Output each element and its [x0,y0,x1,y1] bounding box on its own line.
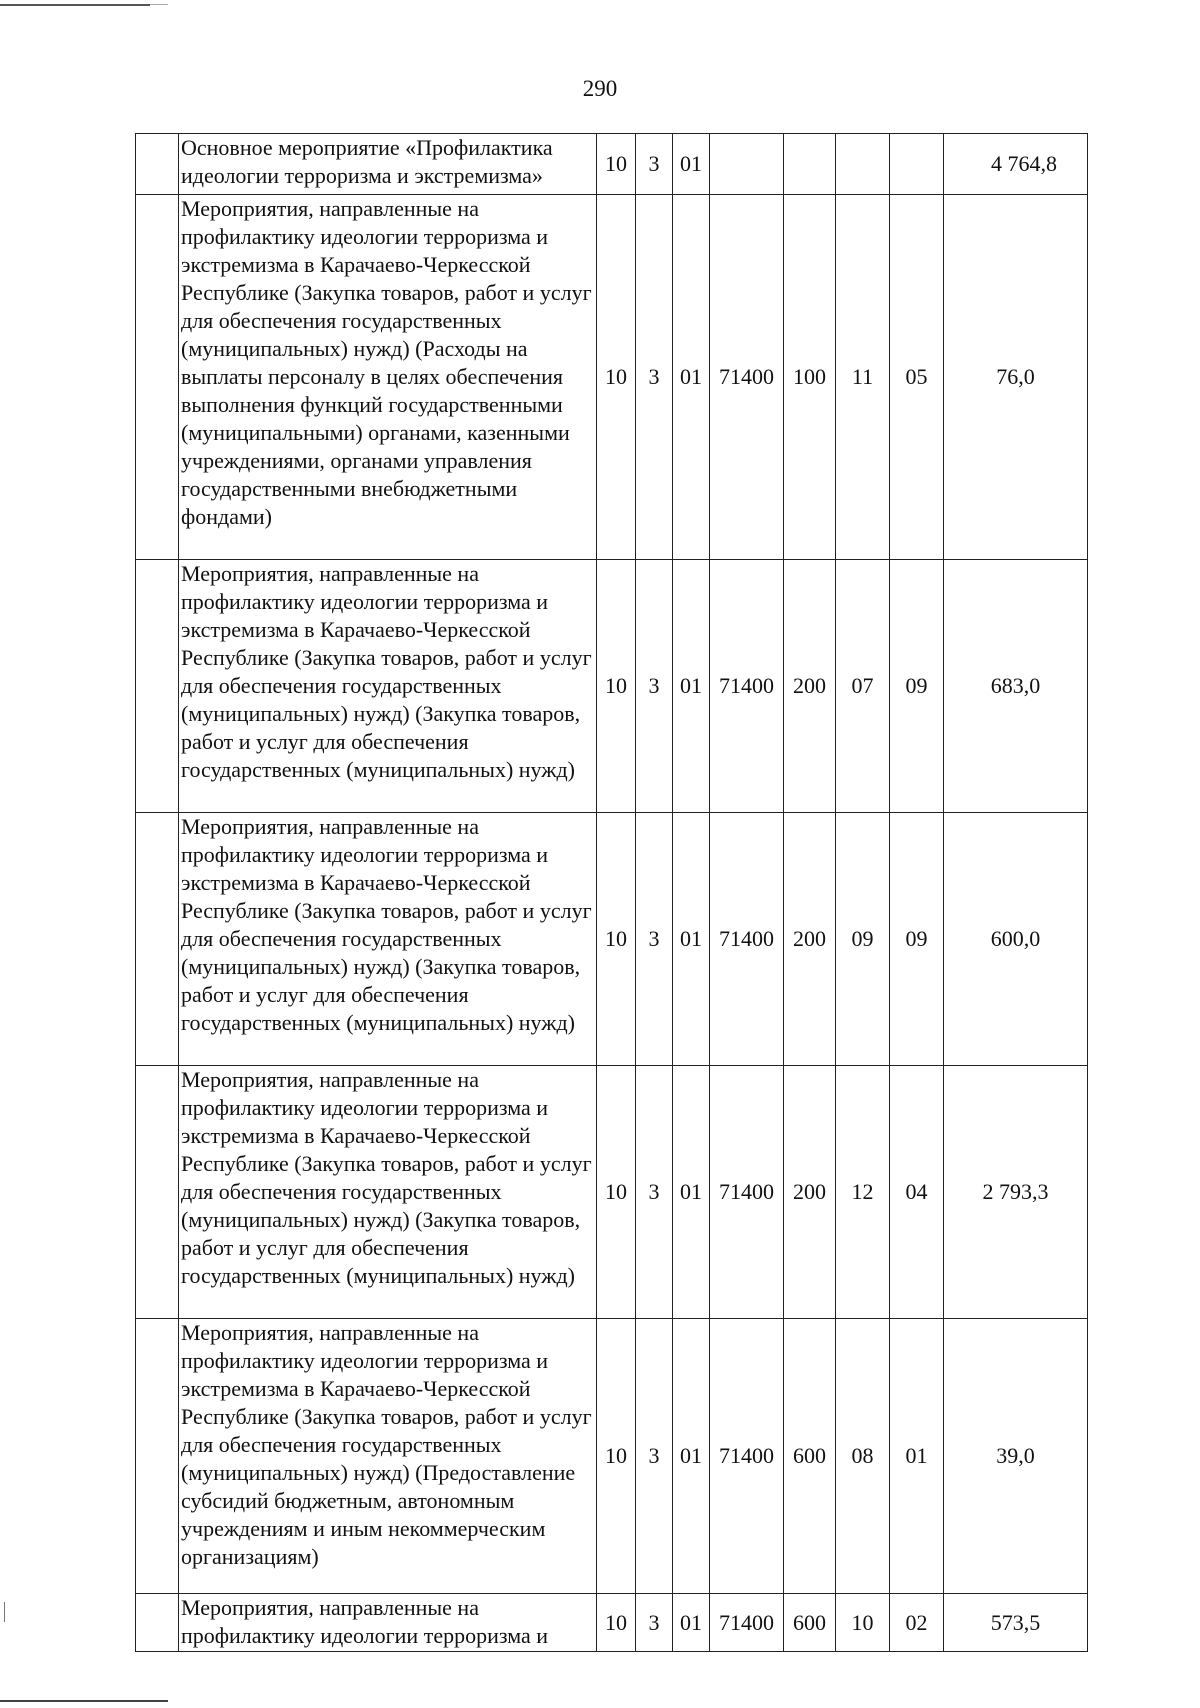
table-row [136,1319,1088,1594]
code-cell: 71400 [710,195,784,560]
code-cell: 09 [836,813,890,1066]
code-cell: 10 [597,134,636,195]
table-row [136,1066,1088,1319]
description-cell: Мероприятия, направленные на профилактику идеологии терроризма и экстремизма в Карачаево-Черкесской Республике (Закупка товаров, работ и услуг для обеспечения государственных (муниципальных) нужд) (Закупка товаров, работ и услуг для обеспечения государственных (муниципальных) нужд) [179,813,597,1066]
row-index-cell [136,1594,179,1652]
code-cell: 11 [836,195,890,560]
code-cell [890,134,944,195]
amount-cell: 39,0 [944,1319,1088,1594]
code-cell: 07 [836,560,890,813]
code-cell: 10 [597,1066,636,1319]
code-cell: 01 [673,1319,710,1594]
amount-cell: 76,0 [944,195,1088,560]
scan-edge-mark [150,4,168,5]
description-cell: Мероприятия, направленные на профилактику идеологии терроризма и экстремизма в Карачаево-Черкесской Республике (Закупка товаров, работ и услуг для обеспечения государственных (муниципальных) нужд) (Предоставление субсидий бюджетным, автономным учреждениям и иным некоммерческим организациям) [179,1319,597,1594]
code-cell: 71400 [710,560,784,813]
code-cell [836,134,890,195]
scan-edge-mark [4,1602,5,1622]
code-cell: 01 [890,1319,944,1594]
code-cell [710,134,784,195]
table-row [136,1594,1088,1652]
code-cell: 200 [784,813,836,1066]
code-cell: 3 [636,195,673,560]
code-cell: 71400 [710,1319,784,1594]
code-cell: 10 [597,813,636,1066]
description-cell: Мероприятия, направленные на профилактику идеологии терроризма и экстремизма в Карачаево-Черкесской Республике (Закупка товаров, работ и услуг для обеспечения государственных (муниципальных) нужд) (Закупка товаров, работ и услуг для обеспечения государственных (муниципальных) нужд) [179,560,597,813]
code-cell: 200 [784,1066,836,1319]
scan-edge-mark [0,4,150,6]
code-cell: 01 [673,134,710,195]
code-cell: 09 [890,560,944,813]
code-cell: 01 [673,1594,710,1652]
row-index-cell [136,195,179,560]
code-cell: 3 [636,1594,673,1652]
code-cell: 10 [597,1319,636,1594]
code-cell: 100 [784,195,836,560]
code-cell: 200 [784,560,836,813]
code-cell: 600 [784,1594,836,1652]
code-cell: 10 [597,1594,636,1652]
row-index-cell [136,560,179,813]
description-cell: Мероприятия, направленные на профилактику идеологии терроризма и экстремизма в Карачаево-Черкесской Республике (Закупка товаров, работ и услуг для обеспечения государственных (муниципальных) нужд) (Расходы на выплаты персоналу в целях обеспечения выполнения функций государственными (муниципальными) органами, казенными учреждениями, органами управления государственными внебюджетными фондами) [179,195,597,560]
code-cell: 3 [636,813,673,1066]
code-cell [784,134,836,195]
amount-cell: 683,0 [944,560,1088,813]
table-row [136,560,1088,813]
code-cell: 09 [890,813,944,1066]
row-index-cell [136,134,179,195]
description-cell: Мероприятия, направленные на профилактику идеологии терроризма и [179,1594,597,1652]
code-cell: 600 [784,1319,836,1594]
description-cell: Основное мероприятие «Профилактика идеологии терроризма и экстремизма» [179,134,597,195]
scan-edge-mark [0,1700,168,1702]
code-cell: 12 [836,1066,890,1319]
code-cell: 01 [673,1066,710,1319]
amount-cell: 4 764,8 [944,134,1088,195]
code-cell: 08 [836,1319,890,1594]
row-index-cell [136,1066,179,1319]
code-cell: 71400 [710,813,784,1066]
table-row [136,813,1088,1066]
code-cell: 3 [636,1319,673,1594]
code-cell: 02 [890,1594,944,1652]
code-cell: 10 [597,560,636,813]
description-cell: Мероприятия, направленные на профилактику идеологии терроризма и экстремизма в Карачаево-Черкесской Республике (Закупка товаров, работ и услуг для обеспечения государственных (муниципальных) нужд) (Закупка товаров, работ и услуг для обеспечения государственных (муниципальных) нужд) [179,1066,597,1319]
amount-cell: 573,5 [944,1594,1088,1652]
code-cell: 05 [890,195,944,560]
table-row [136,195,1088,560]
code-cell: 71400 [710,1066,784,1319]
page-number: 290 [582,76,618,101]
amount-cell: 2 793,3 [944,1066,1088,1319]
code-cell: 3 [636,560,673,813]
code-cell: 71400 [710,1594,784,1652]
code-cell: 01 [673,813,710,1066]
code-cell: 3 [636,1066,673,1319]
table-row [136,134,1088,195]
code-cell: 01 [673,560,710,813]
row-index-cell [136,813,179,1066]
code-cell: 10 [597,195,636,560]
code-cell: 01 [673,195,710,560]
row-index-cell [136,1319,179,1594]
code-cell: 3 [636,134,673,195]
code-cell: 04 [890,1066,944,1319]
budget-table [135,133,1088,1652]
code-cell: 10 [836,1594,890,1652]
amount-cell: 600,0 [944,813,1088,1066]
